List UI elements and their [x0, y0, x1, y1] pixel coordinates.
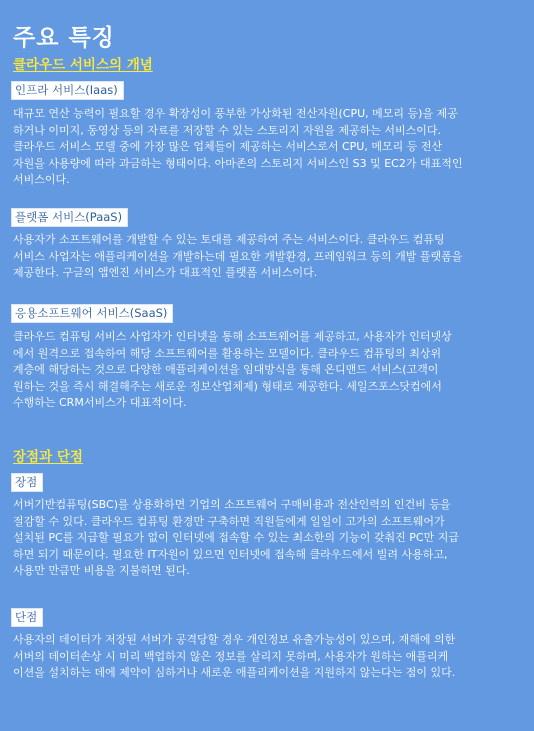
saas-line: 클라우드 컴퓨팅 서비스 사업자가 인터넷을 통해 소프트웨어를 제공하고, 사용자가 인터넷상: [13, 330, 452, 343]
paas-line: 제공한다. 구글의 앱엔진 서비스가 대표적인 플랫폼 서비스이다.: [13, 266, 318, 279]
saas-line: 원하는 것을 즉시 해결해주는 새로운 정보산업체제) 형태로 제공한다. 세일즈포스닷컴에서: [13, 379, 442, 393]
cons-line: 이션을 설치하는 데에 제약이 심하거나 새로운 애플리케이션을 지원하지 않는다는 점이 있다.: [13, 666, 456, 679]
paas-label: 플랫폼 서비스(PaaS): [11, 208, 128, 227]
saas-line: 계층에 해당하는 것으로 다양한 애플리케이션을 임대방식을 통해 온디맨드 서비스(고객이: [13, 363, 439, 376]
iaas-line: 클라우드 서비스 모델 중에 가장 많은 업체들이 제공하는 서비스로서 CPU, 메모리 등 전산: [13, 140, 443, 153]
page-title: 주요 특징: [13, 25, 115, 51]
pros-line: 서버기반컴퓨팅(SBC)를 상용화하면 기업의 소프트웨어 구매비용과 전산인력의 인건비 등을: [13, 498, 451, 511]
cons-line: 서버의 데이터손상 시 미리 백업하지 않은 정보를 살리지 못하며, 사용자가 원하는 애플리케: [13, 649, 449, 663]
pros-description: [13, 497, 525, 580]
cons-description: [13, 632, 525, 682]
concept-heading: 클라우드 서비스의 개념: [13, 57, 153, 73]
saas-label: 응용소프트웨어 서비스(SaaS): [11, 304, 173, 323]
iaas-line: 자원을 사용량에 따라 과금하는 형태이다. 아마존의 스토리지 서비스인 S3 및 EC2가 대표적인: [13, 156, 463, 170]
paas-description: [13, 232, 525, 282]
pros-line: 설치된 PC를 지급할 필요가 없이 인터넷에 접속할 수 있는 최소한의 기능이 갖춰진 PC만 지급: [13, 531, 459, 544]
pros-line: 사용만 만큼만 비용을 지불하면 된다.: [13, 564, 190, 577]
iaas-line: 하거나 이미지, 동영상 등의 자료를 저장할 수 있는 스토리지 자원을 제공하는 서비스이다.: [13, 123, 441, 137]
iaas-line: 대규모 연산 능력이 필요할 경우 확장성이 풍부한 가상화된 전산자원(CPU, 메모리 등)을 제공: [13, 107, 458, 120]
iaas-description: [13, 106, 525, 189]
pros-line: 절감할 수 있다. 클라우드 컴퓨팅 환경만 구축하면 직원들에게 일일이 고가의 소프트웨어가: [13, 514, 445, 528]
paas-line: 사용자가 소프트웨어를 개발할 수 있는 토대를 제공하여 주는 서비스이다. 클라우드 컴퓨팅: [13, 233, 445, 246]
pros-line: 하면 되기 때문이다. 필요한 IT자원이 있으면 인터넷에 접속해 클라우드에서 빌려 사용하고,: [13, 547, 448, 561]
iaas-line: 서비스이다.: [13, 173, 70, 186]
pros-cons-heading: 장점과 단점: [13, 449, 83, 465]
pros-label: 장점: [11, 473, 43, 492]
saas-line: 수행하는 CRM서비스가 대표적이다.: [13, 396, 187, 409]
saas-line: 에서 원격으로 접속하여 해당 소프트웨어를 활용하는 모델이다. 클라우드 컴퓨팅의 최상위: [13, 346, 442, 360]
cons-label: 단점: [11, 608, 43, 627]
saas-description: [13, 329, 525, 412]
paas-line: 서비스 사업자는 애플리케이션을 개발하는데 필요한 개발환경, 프레임워크 등의 개발 플랫폼을: [13, 249, 463, 263]
iaas-label: 인프라 서비스(Iaas): [11, 81, 124, 100]
cons-line: 사용자의 데이터가 저장된 서버가 공격당할 경우 개인정보 유출가능성이 있으며, 재해에 의한: [13, 633, 456, 646]
